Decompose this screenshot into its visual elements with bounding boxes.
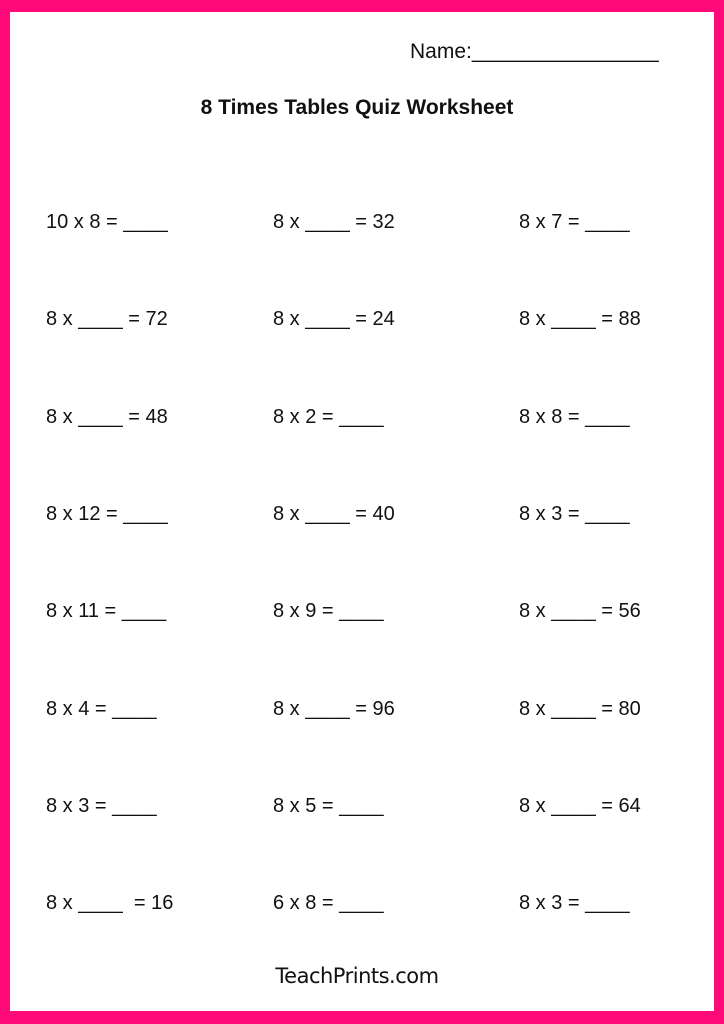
problem-item: 8 x 4 = ____ — [46, 697, 157, 720]
problem-item: 8 x 9 = ____ — [273, 600, 384, 623]
problem-item: 8 x 11 = ____ — [46, 600, 167, 623]
problem-item: 8 x 5 = ____ — [273, 794, 384, 817]
problem-item: 8 x ____ = 96 — [273, 697, 395, 720]
problem-item: 8 x 8 = ____ — [519, 405, 630, 428]
problem-item: 8 x ____ = 32 — [273, 211, 395, 233]
problem-item: 8 x 3 = ____ — [46, 794, 157, 817]
problem-item: 8 x ____ = 40 — [273, 502, 395, 525]
problem-item: 8 x ____ = 64 — [519, 794, 641, 817]
problem-item: 8 x ____ = 24 — [273, 308, 395, 331]
problem-item: 8 x ____ = 56 — [519, 600, 641, 623]
problem-item: 8 x 12 = ____ — [46, 502, 168, 525]
problem-item: 6 x 8 = ____ — [273, 892, 384, 915]
problem-item: 8 x ____ = 16 — [46, 892, 174, 915]
worksheet-title: 8 Times Tables Quiz Worksheet — [200, 96, 514, 119]
problem-item: 8 x ____ = 88 — [519, 308, 641, 331]
name-field: Name:________________ — [410, 40, 659, 63]
problem-item: 8 x 7 = ____ — [519, 211, 630, 233]
footer-logo: TeachPrints.com — [275, 964, 439, 988]
problem-item: 8 x 2 = ____ — [273, 405, 384, 428]
problem-item: 8 x ____ = 72 — [46, 308, 168, 331]
problem-item: 8 x ____ = 80 — [519, 697, 641, 720]
problem-item: 8 x 3 = ____ — [519, 502, 630, 525]
problem-item: 10 x 8 = ____ — [46, 211, 168, 233]
problem-item: 8 x 3 = ____ — [519, 892, 630, 915]
problem-item: 8 x ____ = 48 — [46, 405, 168, 428]
